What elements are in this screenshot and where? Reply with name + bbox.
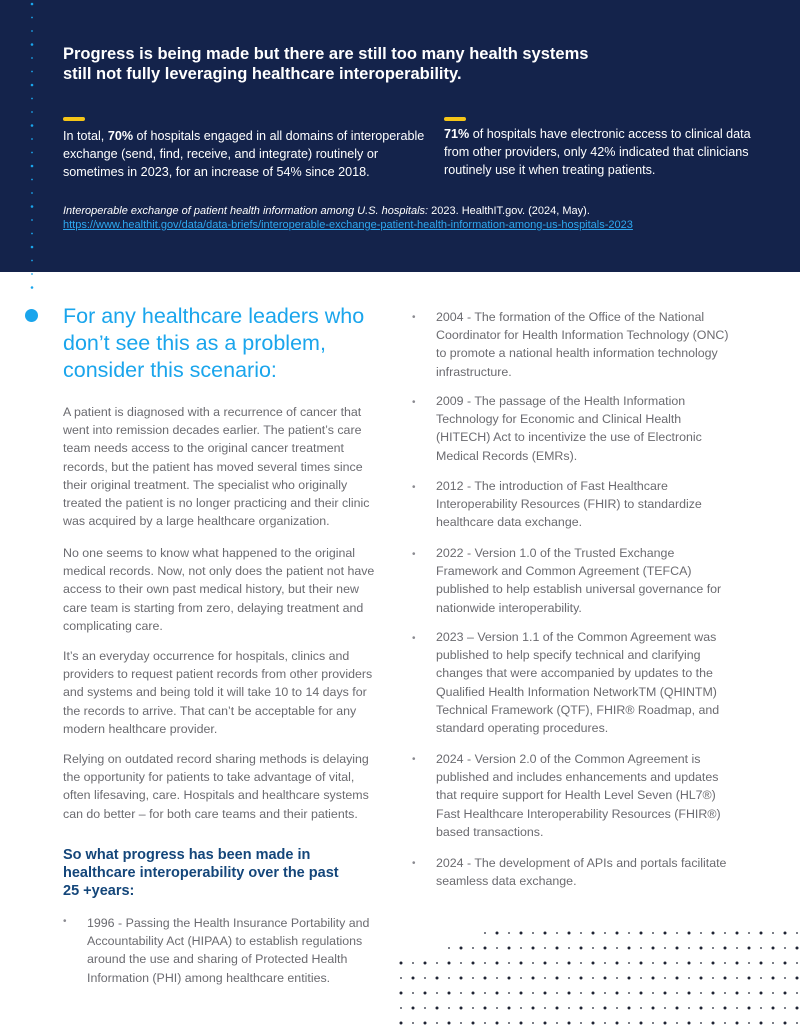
decor-dot <box>676 977 679 980</box>
decor-dot <box>532 947 535 950</box>
decor-dot <box>724 992 726 994</box>
decor-dot <box>640 1022 643 1025</box>
decor-dot <box>532 932 534 934</box>
decor-dot <box>628 977 631 980</box>
decor-dot <box>412 962 414 964</box>
decor-dot <box>580 962 582 964</box>
decor-dot <box>448 1007 450 1009</box>
decor-dot <box>508 992 510 994</box>
decor-dot <box>568 1007 570 1009</box>
decor-dot <box>436 992 438 994</box>
decor-dot <box>556 962 558 964</box>
decor-dot <box>628 1007 631 1010</box>
decor-dot <box>796 992 798 994</box>
decor-dot <box>736 962 739 965</box>
decor-dot <box>412 992 414 994</box>
decorative-dot-pattern <box>395 925 800 1035</box>
decor-dot <box>448 947 450 949</box>
decor-dot <box>31 286 34 289</box>
decor-dot <box>652 1022 654 1024</box>
decor-dot <box>760 992 763 995</box>
decor-dot <box>544 947 546 949</box>
decor-dot <box>580 1007 583 1010</box>
decor-dot <box>520 947 522 949</box>
decor-dot <box>532 1007 535 1010</box>
decor-dot <box>664 977 666 979</box>
decor-dot <box>31 43 34 46</box>
decor-dot <box>712 992 715 995</box>
decor-dot <box>640 1007 642 1009</box>
decor-dot <box>688 947 690 949</box>
decor-dot <box>532 977 535 980</box>
decor-dot <box>616 1022 619 1025</box>
decor-dot <box>700 947 703 950</box>
decor-dot <box>616 1007 618 1009</box>
decor-dot <box>31 30 33 32</box>
decor-dot <box>508 977 511 980</box>
decor-dot <box>31 84 34 87</box>
decor-dot <box>436 962 438 964</box>
decor-dot <box>31 152 33 154</box>
decor-dot <box>688 992 691 995</box>
stat-left: In total, 70% of hospitals engaged in all domains of interoperable exchange (send, find, receive, and integrate) routinely or sometimes in 2023, for an increase of 54% since 2018. <box>63 129 425 179</box>
stats-banner <box>0 0 800 272</box>
decor-dot <box>556 1007 559 1010</box>
decor-dot <box>472 962 475 965</box>
decor-dot <box>484 962 486 964</box>
decor-dot <box>772 992 774 994</box>
decor-dot <box>448 992 451 995</box>
bullet-icon: • <box>412 397 416 408</box>
decor-dot <box>31 246 34 249</box>
decor-dot <box>784 992 787 995</box>
decor-dot <box>532 1022 534 1024</box>
decor-dot <box>448 1022 451 1025</box>
decor-dot <box>772 1007 775 1010</box>
decor-dot <box>568 992 571 995</box>
decor-dot <box>604 1007 607 1010</box>
decor-dot <box>652 977 655 980</box>
decor-dot <box>604 992 606 994</box>
citation: Interoperable exchange of patient health information among U.S. hospitals: 2023. HealthIT.gov. (2024, May). https://www.healthit.gov/data/data-briefs/interoperable-exchange-patient-health-information-among-us-hospitals-2023 <box>63 205 633 231</box>
decor-dot <box>496 932 499 935</box>
decor-dot <box>604 1022 606 1024</box>
decor-dot <box>31 233 33 235</box>
scenario-paragraph-4: Relying on outdated record sharing methods is delaying the opportunity for patients to take advantage of vital, often lifesaving, care. Hospitals and healthcare systems can do better – for both care teams and their patients. <box>63 752 369 821</box>
decor-dot <box>676 932 678 934</box>
decor-dot <box>544 1022 547 1025</box>
decor-dot <box>760 947 762 949</box>
decor-dot <box>556 947 559 950</box>
decor-dot <box>676 947 679 950</box>
decor-dot <box>484 1007 487 1010</box>
timeline-item-2022: 2022 - Version 1.0 of the Trusted Exchange Framework and Common Agreement (TEFCA) published to help establish universal governance for nationwide interoperability. <box>436 546 722 615</box>
decor-dot <box>760 1007 762 1009</box>
decor-dot <box>736 1007 738 1009</box>
decorative-dots-left <box>24 0 40 310</box>
decor-dot <box>724 977 727 980</box>
decor-dot <box>640 947 642 949</box>
decor-dot <box>652 1007 655 1010</box>
decor-dot <box>676 962 678 964</box>
decor-dot <box>568 977 570 979</box>
decor-dot <box>496 1007 498 1009</box>
decor-dot <box>424 992 427 995</box>
decor-dot <box>748 932 750 934</box>
bullet-icon: • <box>412 549 416 560</box>
decor-dot <box>724 1022 726 1024</box>
decor-dot <box>436 977 439 980</box>
decor-dot <box>772 962 774 964</box>
decor-dot <box>712 977 714 979</box>
decor-dot <box>484 932 486 934</box>
decor-dot <box>460 1007 463 1010</box>
bullet-icon: • <box>412 754 416 765</box>
decor-dot <box>472 1007 474 1009</box>
decor-dot <box>496 947 498 949</box>
decor-dot <box>532 962 534 964</box>
decor-dot <box>31 260 33 262</box>
decor-dot <box>784 1022 787 1025</box>
bullet-dot-icon <box>25 309 38 322</box>
decor-dot <box>760 932 763 935</box>
decor-dot <box>604 977 607 980</box>
decor-dot <box>616 977 618 979</box>
decor-dot <box>31 3 34 6</box>
decor-dot <box>772 977 775 980</box>
decor-dot <box>568 932 571 935</box>
decor-dot <box>712 962 715 965</box>
timeline-item-2009: 2009 - The passage of the Health Information Technology for Economic and Clinical Health (HITECH) Act to incentivize the use of Electronic Medical Records (EMRs). <box>436 394 702 463</box>
stat-right: 71% of hospitals have electronic access to clinical data from other providers, only 42% indicated that clinicians routinely use it when treating patients. <box>444 127 751 177</box>
decor-dot <box>616 932 619 935</box>
decor-dot <box>772 947 775 950</box>
decor-dot <box>580 1022 582 1024</box>
decor-dot <box>472 977 474 979</box>
decor-dot <box>592 1022 595 1025</box>
decor-dot <box>472 992 475 995</box>
decor-dot <box>628 932 630 934</box>
decor-dot <box>652 947 655 950</box>
decor-dot <box>568 947 570 949</box>
decor-dot <box>556 1022 558 1024</box>
decor-dot <box>412 1007 415 1010</box>
decor-dot <box>508 1007 511 1010</box>
decor-dot <box>592 1007 594 1009</box>
decor-dot <box>592 977 594 979</box>
decor-dot <box>676 1007 679 1010</box>
decor-dot <box>460 992 462 994</box>
decor-dot <box>664 962 667 965</box>
decor-dot <box>628 962 630 964</box>
decor-dot <box>640 977 642 979</box>
scenario-paragraph-1: A patient is diagnosed with a recurrence of cancer that went into remission decades earlier. The patient’s care team needs access to the original cancer treatment records, but the patient has moved several times since their original treatment. The specialist who originally treated the patient is no longer practicing and their clinic was acquired by a large healthcare organization. <box>63 405 370 529</box>
decor-dot <box>520 977 522 979</box>
decor-dot <box>736 947 738 949</box>
decor-dot <box>592 962 595 965</box>
decor-dot <box>400 1007 402 1009</box>
decor-dot <box>628 992 630 994</box>
decor-dot <box>31 98 33 100</box>
decor-dot <box>520 1007 522 1009</box>
decor-dot <box>664 947 666 949</box>
decor-dot <box>748 1007 751 1010</box>
decor-dot <box>31 57 33 59</box>
decor-dot <box>484 947 487 950</box>
decor-dot <box>544 1007 546 1009</box>
decor-dot <box>460 947 463 950</box>
decor-dot <box>688 1022 691 1025</box>
stat-70-percent: 70% <box>107 129 134 143</box>
bullet-icon: • <box>412 858 416 869</box>
progress-subheading: So what progress has been made in healthcare interoperability over the past 25 +years: <box>63 847 339 899</box>
citation-link[interactable]: https://www.healthit.gov/data/data-briefs/interoperable-exchange-patient-health-information-among-us-hospitals-2023 <box>63 219 633 231</box>
decor-dot <box>556 977 559 980</box>
decor-dot <box>496 1022 499 1025</box>
decor-dot <box>424 977 426 979</box>
decor-dot <box>616 947 618 949</box>
decor-dot <box>712 1007 714 1009</box>
decor-dot <box>484 977 487 980</box>
decor-dot <box>472 1022 475 1025</box>
decor-dot <box>676 1022 678 1024</box>
decor-dot <box>31 273 33 275</box>
decor-dot <box>700 1022 702 1024</box>
decor-dot <box>520 962 523 965</box>
timeline-item-1996: 1996 - Passing the Health Insurance Portability and Accountability Act (HIPAA) to establish regulations around the use and sharing of Protected Health Information (PHI) among healthcare entities. <box>87 916 370 985</box>
decor-dot <box>616 992 619 995</box>
decor-dot <box>580 992 582 994</box>
timeline-item-2012: 2012 - The introduction of Fast Healthcare Interoperability Resources (FHIR) to standardize healthcare data exchange. <box>436 479 702 530</box>
decor-dot <box>700 932 702 934</box>
decor-dot <box>508 1022 510 1024</box>
decor-dot <box>736 1022 739 1025</box>
decor-dot <box>712 932 715 935</box>
decor-dot <box>484 1022 486 1024</box>
decor-dot <box>544 992 547 995</box>
decor-dot <box>724 932 726 934</box>
bullet-icon: • <box>63 916 67 927</box>
scenario-paragraph-3: It’s an everyday occurrence for hospitals, clinics and providers to request patient records from other providers and systems and being told it will take 10 to 14 days for the records to arrive. That can’t be acceptable for any modern healthcare provider. <box>63 649 373 736</box>
decor-dot <box>688 962 691 965</box>
decor-dot <box>31 124 34 127</box>
decor-dot <box>580 947 583 950</box>
decor-dot <box>796 1007 799 1010</box>
bullet-icon: • <box>412 633 416 644</box>
decor-dot <box>580 932 582 934</box>
decor-dot <box>31 71 33 73</box>
decor-dot <box>688 1007 690 1009</box>
decor-dot <box>400 977 402 979</box>
decor-dot <box>736 932 739 935</box>
decor-dot <box>784 962 787 965</box>
decor-dot <box>592 947 594 949</box>
decor-dot <box>31 17 33 19</box>
decor-dot <box>400 992 403 995</box>
decor-dot <box>424 1007 426 1009</box>
decor-dot <box>580 977 583 980</box>
decor-dot <box>652 992 654 994</box>
decor-dot <box>784 977 786 979</box>
decor-dot <box>640 962 643 965</box>
decor-dot <box>592 992 595 995</box>
decor-dot <box>796 962 798 964</box>
decor-dot <box>520 992 523 995</box>
timeline-item-2024-apis: 2024 - The development of APIs and portals facilitate seamless data exchange. <box>436 856 727 889</box>
decor-dot <box>592 932 595 935</box>
decor-dot <box>604 947 607 950</box>
decor-dot <box>424 1022 427 1025</box>
decor-dot <box>412 977 415 980</box>
decor-dot <box>640 932 643 935</box>
decor-dot <box>736 977 738 979</box>
decor-dot <box>748 947 751 950</box>
decor-dot <box>736 992 739 995</box>
stat-71-percent: 71% <box>444 127 470 141</box>
decor-dot <box>412 1022 414 1024</box>
timeline-item-2024-v2: 2024 - Version 2.0 of the Common Agreement is published and includes enhancements and updates that require support for Health Level Seven (HL7®) Fast Healthcare Interoperability Resources (FHIR®) based transactions. <box>436 752 721 839</box>
bullet-icon: • <box>412 312 416 323</box>
decor-dot <box>460 962 462 964</box>
decor-dot <box>436 1022 438 1024</box>
decor-dot <box>664 1022 667 1025</box>
decor-dot <box>508 962 510 964</box>
bullet-icon: • <box>412 482 416 493</box>
decor-dot <box>31 165 34 168</box>
decor-dot <box>496 992 499 995</box>
decor-dot <box>31 192 33 194</box>
decor-dot <box>640 992 643 995</box>
decor-dot <box>688 932 691 935</box>
decor-dot <box>724 962 726 964</box>
decor-dot <box>796 977 799 980</box>
decor-dot <box>616 962 619 965</box>
timeline-item-2004: 2004 - The formation of the Office of the National Coordinator for Health Information Technology (ONC) to promote a national health information technology infrastructure. <box>436 310 729 379</box>
decor-dot <box>520 1022 523 1025</box>
decor-dot <box>748 977 751 980</box>
scenario-heading: For any healthcare leaders who don’t see this as a problem, consider this scenario: <box>63 304 365 382</box>
decor-dot <box>31 179 33 181</box>
scenario-paragraph-2: No one seems to know what happened to the original medical records. Now, not only does the patient not have access to their own past medical history, but their new care team is starting from zero, delaying treatment and complicating care. <box>63 546 375 633</box>
decor-dot <box>448 962 451 965</box>
accent-bar-right <box>444 117 466 121</box>
decor-dot <box>724 947 727 950</box>
decor-dot <box>508 947 511 950</box>
decor-dot <box>472 947 474 949</box>
decor-dot <box>544 962 547 965</box>
decor-dot <box>688 977 690 979</box>
decor-dot <box>700 992 702 994</box>
decor-dot <box>784 947 786 949</box>
decor-dot <box>772 1022 774 1024</box>
decor-dot <box>712 1022 715 1025</box>
decor-dot <box>724 1007 727 1010</box>
decor-dot <box>436 1007 439 1010</box>
decor-dot <box>784 1007 786 1009</box>
decor-dot <box>496 977 498 979</box>
decor-dot <box>31 138 33 140</box>
decor-dot <box>460 1022 462 1024</box>
decor-dot <box>628 1022 630 1024</box>
decor-dot <box>544 977 546 979</box>
decor-dot <box>748 962 750 964</box>
decor-dot <box>544 932 547 935</box>
decor-dot <box>772 932 774 934</box>
decor-dot <box>508 932 510 934</box>
decor-dot <box>532 992 534 994</box>
decor-dot <box>628 947 631 950</box>
decor-dot <box>796 947 799 950</box>
decor-dot <box>760 962 763 965</box>
timeline-item-2023: 2023 – Version 1.1 of the Common Agreement was published to help specify technical and clarifying changes that were accompanied by updates to the Qualified Health Information NetworkTM (QHINTM) Technical Framework (QTF), FHIR® Roadmap, and standard operating procedures. <box>436 630 720 736</box>
decor-dot <box>664 1007 666 1009</box>
decor-dot <box>664 932 667 935</box>
decor-dot <box>556 992 558 994</box>
decor-dot <box>484 992 486 994</box>
decor-dot <box>748 992 750 994</box>
decor-dot <box>700 977 703 980</box>
decor-dot <box>700 962 702 964</box>
decor-dot <box>652 962 654 964</box>
decor-dot <box>796 932 798 934</box>
decor-dot <box>760 1022 763 1025</box>
decor-dot <box>448 977 450 979</box>
decor-dot <box>676 992 678 994</box>
banner-headline: Progress is being made but there are still too many health systems still not fully leveraging healthcare interoperability. <box>63 45 589 83</box>
decor-dot <box>784 932 787 935</box>
decor-dot <box>664 992 667 995</box>
accent-bar-left <box>63 117 85 121</box>
decor-dot <box>568 962 571 965</box>
decor-dot <box>760 977 762 979</box>
decor-dot <box>520 932 523 935</box>
decor-dot <box>400 1022 403 1025</box>
decor-dot <box>568 1022 571 1025</box>
decor-dot <box>748 1022 750 1024</box>
decor-dot <box>460 977 463 980</box>
decor-dot <box>712 947 714 949</box>
decor-dot <box>604 962 606 964</box>
decor-dot <box>31 111 33 113</box>
decor-dot <box>496 962 499 965</box>
decor-dot <box>652 932 654 934</box>
decor-dot <box>400 962 403 965</box>
decor-dot <box>796 1022 798 1024</box>
decor-dot <box>424 962 427 965</box>
decor-dot <box>604 932 606 934</box>
decor-dot <box>31 205 34 208</box>
decor-dot <box>31 219 33 221</box>
decor-dot <box>556 932 558 934</box>
decor-dot <box>700 1007 703 1010</box>
